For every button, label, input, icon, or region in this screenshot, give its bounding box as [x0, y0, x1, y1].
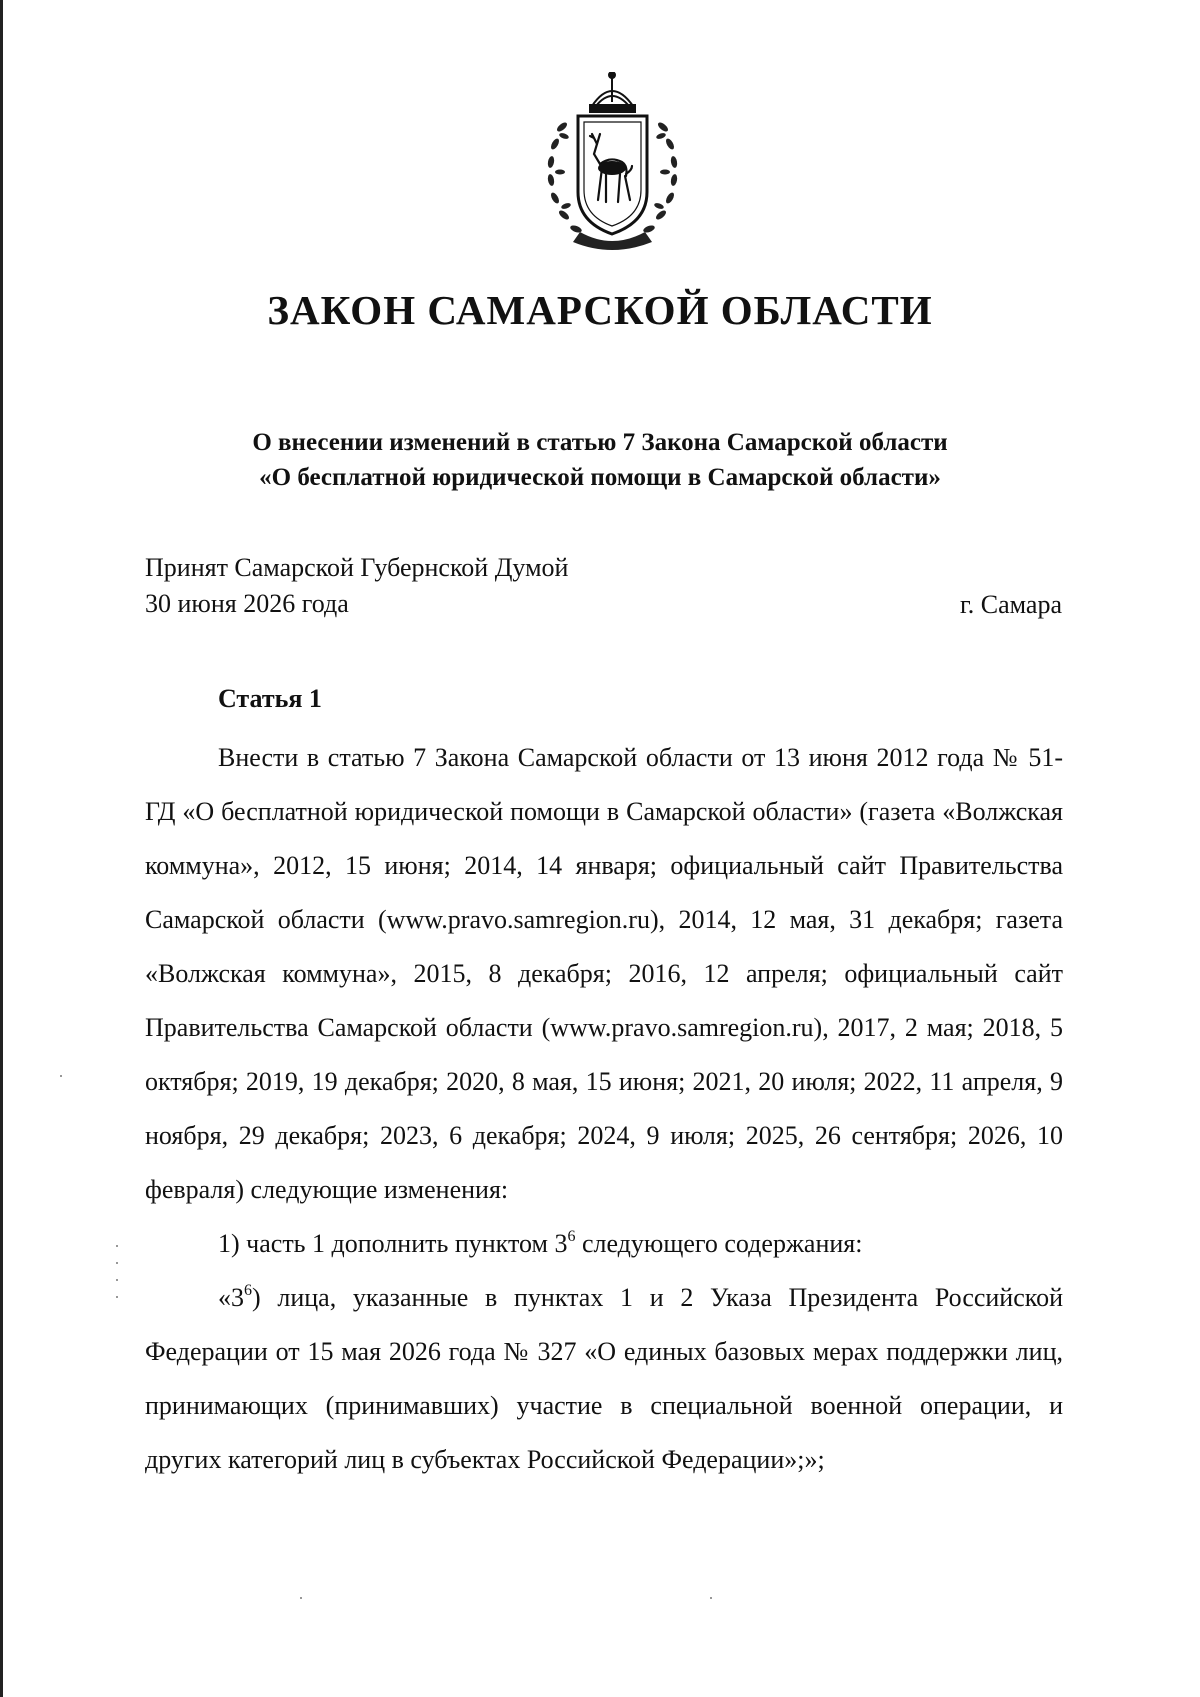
article-intro-paragraph: Внести в статью 7 Закона Самарской области от 13 июня 2012 года № 51-ГД «О бесплатной юридической помощи в Самарской области» (газета «Волжская коммуна», 2012, 15 июня; 2014, 14 января; официальный сайт Правительства Самарской области (www.pravo.samregion.ru), 2014, 12 мая, 31 декабря; газета «Волжская коммуна», 2015, 8 декабря; 2016, 12 апреля; официальный сайт Правительства Самарской области (www.pravo.samregion.ru), 2017, 2 мая; 2018, 5 октября; 2019, 19 декабря; 2020, 8 мая, 15 июня; 2021, 20 июля; 2022, 11 апреля, 9 ноября, 29 декабря; 2023, 6 декабря; 2024, 9 июля; 2025, 26 сентября; 2026, 10 февраля) следующие изменения:: [145, 743, 1063, 1204]
article-heading: Статья 1: [218, 684, 322, 713]
adopted-date: 30 июня 2026 года: [145, 589, 349, 618]
quote-text: ) лица, указанные в пунктах 1 и 2 Указа Президента Российской Федерации от 15 мая 2026 года № 327 «О единых базовых мерах поддержки лиц, принимающих (принимавших) участие в специальной военной операции, и других категорий лиц в субъектах Российской Федерации»;»;: [145, 1283, 1063, 1474]
amendment-quote: [145, 1271, 1063, 1487]
samara-coat-of-arms-icon: [540, 72, 685, 250]
law-subtitle: [0, 425, 1200, 495]
page-edge: [0, 0, 3, 1697]
scan-speck: [116, 1296, 118, 1298]
amendment-item-1: [145, 1217, 1063, 1271]
article-body: [145, 731, 1063, 1487]
adoption-info: [145, 550, 568, 622]
quote-superscript: 6: [244, 1282, 252, 1299]
scan-speck: [116, 1279, 118, 1281]
scan-speck: [116, 1262, 118, 1264]
item1-text-before: 1) часть 1 дополнить пунктом 3: [218, 1229, 568, 1258]
adopted-by: Принят Самарской Губернской Думой: [145, 553, 569, 582]
scan-speck: [60, 1075, 62, 1077]
item1-superscript: 6: [567, 1228, 576, 1245]
scan-speck: [116, 1245, 118, 1247]
scan-speck: [710, 1597, 712, 1599]
subtitle-line-1: О внесении изменений в статью 7 Закона Самарской области: [252, 429, 948, 456]
scan-speck: [300, 1597, 302, 1599]
item1-text-after: следующего содержания:: [575, 1229, 863, 1258]
quote-open: «3: [218, 1283, 244, 1312]
law-title: ЗАКОН САМАРСКОЙ ОБЛАСТИ: [267, 287, 933, 333]
subtitle-line-2: «О бесплатной юридической помощи в Самарской области»: [259, 464, 941, 491]
city: г. Самара: [960, 590, 1062, 619]
